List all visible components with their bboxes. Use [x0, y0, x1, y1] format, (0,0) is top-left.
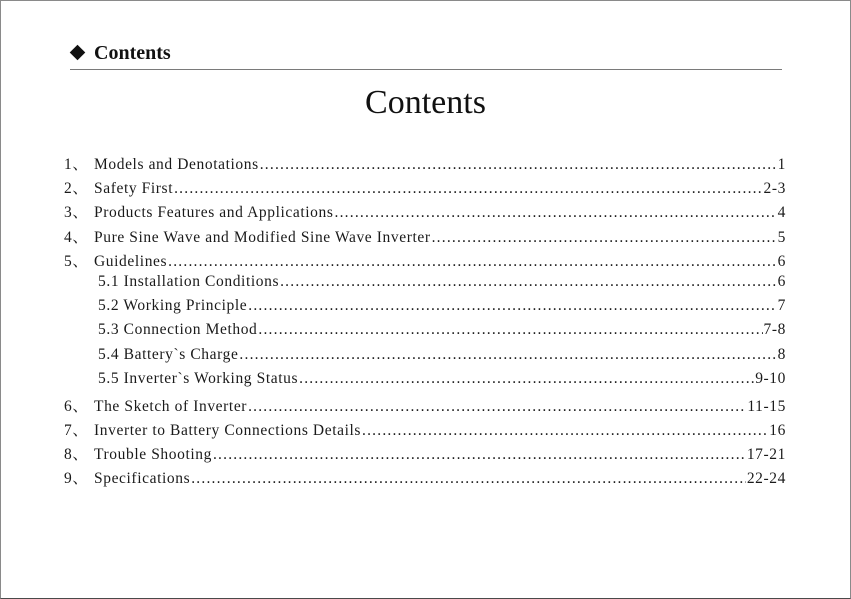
toc-entry-page: 6: [777, 272, 786, 290]
toc-entry-page: 11-15: [747, 397, 786, 415]
toc-entry-title: Specifications: [94, 470, 191, 488]
toc-entry-number: 8、: [64, 446, 89, 464]
toc-subentry[interactable]: [64, 370, 786, 394]
toc-entry[interactable]: [64, 442, 786, 466]
toc-entry-title: Inverter to Battery Connections Details: [94, 422, 362, 440]
toc-entry-title: Safety First: [94, 180, 174, 198]
section-header-label: Contents: [94, 42, 171, 64]
toc-entry-page: 17-21: [746, 446, 786, 464]
toc-entry-title: Models and Denotations: [94, 156, 259, 173]
toc-entry-title: Guidelines: [94, 252, 168, 270]
toc-entry-page: 8: [777, 345, 786, 363]
toc-entry-number: 7、: [64, 422, 89, 440]
toc-entry-page: 22-24: [746, 470, 786, 488]
toc-entry-number: 4、: [64, 228, 89, 246]
toc-entry-page: 1: [777, 156, 786, 173]
toc-entry-number: 3、: [64, 204, 89, 222]
toc-entry[interactable]: [64, 200, 786, 224]
section-header: [70, 41, 782, 70]
dot-leader: [248, 398, 746, 416]
toc-entry-number: 9、: [64, 470, 89, 488]
toc-entry[interactable]: [64, 176, 786, 200]
toc-entry-page: 9-10: [755, 369, 786, 387]
toc-entry[interactable]: [64, 394, 786, 418]
toc-entry-title: Products Features and Applications: [94, 204, 334, 222]
toc-entry-page: 5: [777, 228, 786, 246]
dot-leader: [260, 156, 777, 174]
toc-entry[interactable]: [64, 152, 786, 176]
toc-entry[interactable]: [64, 466, 786, 490]
toc-entry-number: 2、: [64, 180, 89, 198]
toc-entry-number: 1、: [64, 156, 89, 173]
toc-entry-title: 5.3 Connection Method: [98, 321, 258, 339]
dot-leader: [280, 273, 777, 291]
toc-entry-title: Pure Sine Wave and Modified Sine Wave Inverter: [94, 228, 431, 246]
dot-leader: [168, 253, 776, 271]
toc-subentry[interactable]: [64, 321, 786, 345]
toc-entry-number: 5、: [64, 252, 89, 270]
toc-entry-title: Trouble Shooting: [94, 446, 212, 464]
dot-leader: [432, 229, 777, 247]
dot-leader: [213, 446, 746, 464]
diamond-bullet-icon: [70, 45, 86, 61]
toc-entry[interactable]: [64, 225, 786, 249]
dot-leader: [239, 346, 776, 364]
dot-leader: [335, 204, 777, 222]
toc-subentry[interactable]: [64, 297, 786, 321]
toc-entry-title: 5.2 Working Principle: [98, 297, 248, 315]
toc-subentry[interactable]: [64, 273, 786, 297]
dot-leader: [174, 180, 762, 198]
toc-entry-page: 7-8: [763, 321, 786, 339]
toc-subentry[interactable]: [64, 346, 786, 370]
page-title: Contents: [365, 84, 486, 121]
table-of-contents: [64, 152, 786, 491]
toc-entry-page: 4: [777, 204, 786, 222]
toc-entry[interactable]: [64, 418, 786, 442]
dot-leader: [258, 321, 762, 339]
toc-entry-page: 6: [777, 252, 786, 270]
toc-entry-page: 7: [777, 297, 786, 315]
dot-leader: [299, 370, 754, 388]
toc-entry-title: 5.5 Inverter`s Working Status: [98, 369, 299, 387]
toc-entry-page: 2-3: [763, 180, 786, 198]
toc-entry[interactable]: [64, 249, 786, 273]
dot-leader: [248, 297, 776, 315]
dot-leader: [362, 422, 768, 440]
toc-entry-title: 5.1 Installation Conditions: [98, 272, 280, 290]
toc-entry-number: 6、: [64, 397, 89, 415]
dot-leader: [191, 470, 746, 488]
toc-entry-title: 5.4 Battery`s Charge: [98, 345, 239, 363]
toc-entry-title: The Sketch of Inverter: [94, 397, 248, 415]
toc-entry-page: 16: [769, 422, 786, 440]
